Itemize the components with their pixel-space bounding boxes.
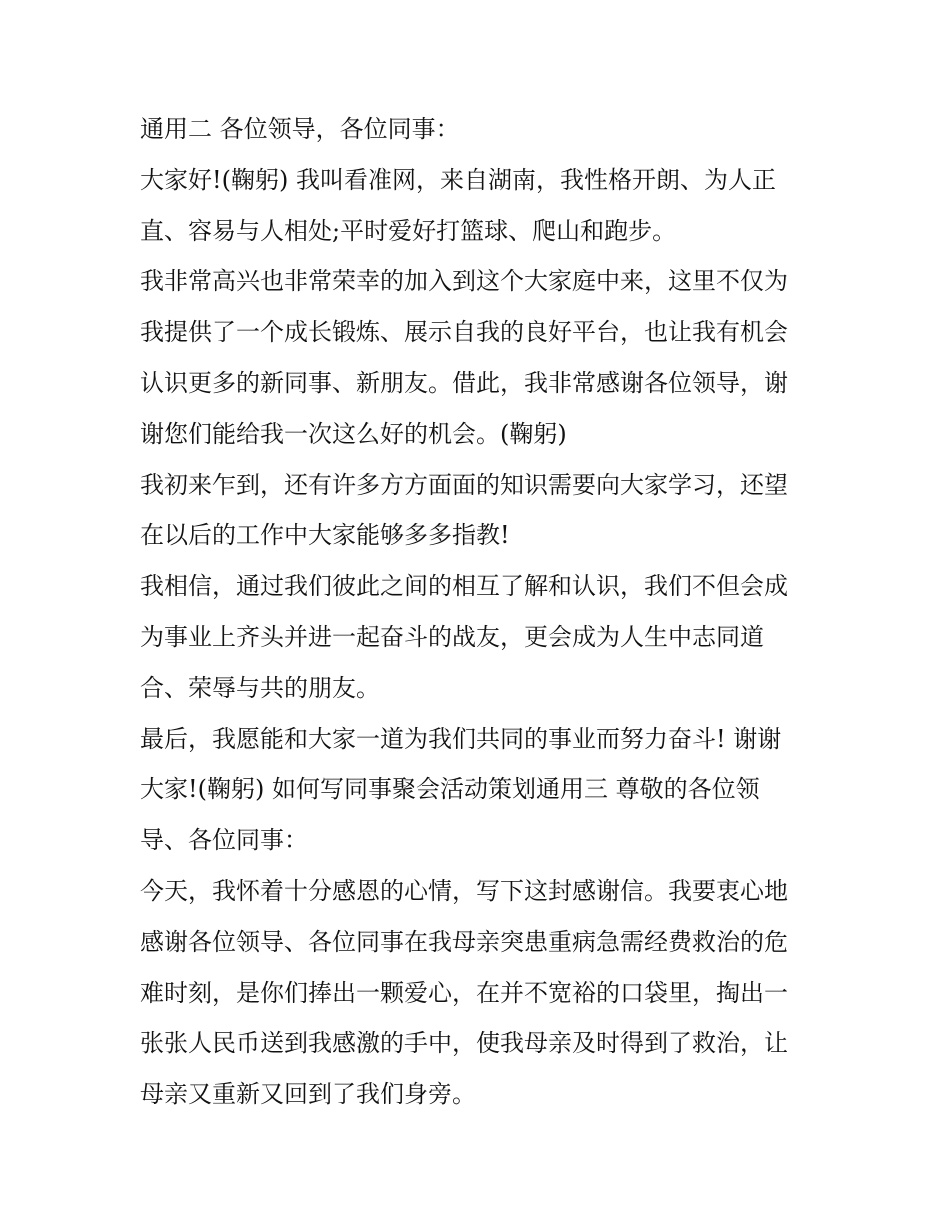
text-line: 谢您们能给我一次这么好的机会。(鞠躬) xyxy=(140,419,567,448)
text-line: 在以后的工作中大家能够多多指教! xyxy=(140,521,510,550)
document-body xyxy=(140,104,830,1120)
text-line: 最后，我愿能和大家一道为我们共同的事业而努力奋斗! 谢谢 xyxy=(140,724,782,753)
text-line: 我提供了一个成长锻炼、展示自我的良好平台，也让我有机会 xyxy=(140,318,788,347)
text-line: 我初来乍到，还有许多方方面面的知识需要向大家学习，还望 xyxy=(140,470,788,499)
text-line: 我相信，通过我们彼此之间的相互了解和认识，我们不但会成 xyxy=(140,572,788,601)
text-line: 张张人民币送到我感激的手中，使我母亲及时得到了救治，让 xyxy=(140,1029,788,1058)
text-line: 直、容易与人相处;平时爱好打篮球、爬山和跑步。 xyxy=(140,216,677,245)
text-line: 为事业上齐头并进一起奋斗的战友，更会成为人生中志同道 xyxy=(140,622,764,651)
text-line: 难时刻，是你们捧出一颗爱心，在并不宽裕的口袋里，掏出一 xyxy=(140,978,788,1007)
text-line: 母亲又重新又回到了我们身旁。 xyxy=(140,1080,476,1109)
text-line: 认识更多的新同事、新朋友。借此，我非常感谢各位领导，谢 xyxy=(140,368,788,397)
text-line: 导、各位同事： xyxy=(140,826,308,855)
text-line: 大家!(鞠躬) 如何写同事聚会活动策划通用三 尊敬的各位领 xyxy=(140,775,760,804)
text-line: 合、荣辱与共的朋友。 xyxy=(140,673,380,702)
text-line: 感谢各位领导、各位同事在我母亲突患重病急需经费救治的危 xyxy=(140,927,788,956)
text-line: 我非常高兴也非常荣幸的加入到这个大家庭中来，这里不仅为 xyxy=(140,267,788,296)
text-line: 今天，我怀着十分感恩的心情，写下这封感谢信。我要衷心地 xyxy=(140,876,788,905)
text-line: 大家好!(鞠躬) 我叫看准网，来自湖南，我性格开朗、为人正 xyxy=(140,165,776,194)
text-line: 通用二 各位领导，各位同事： xyxy=(140,115,460,143)
